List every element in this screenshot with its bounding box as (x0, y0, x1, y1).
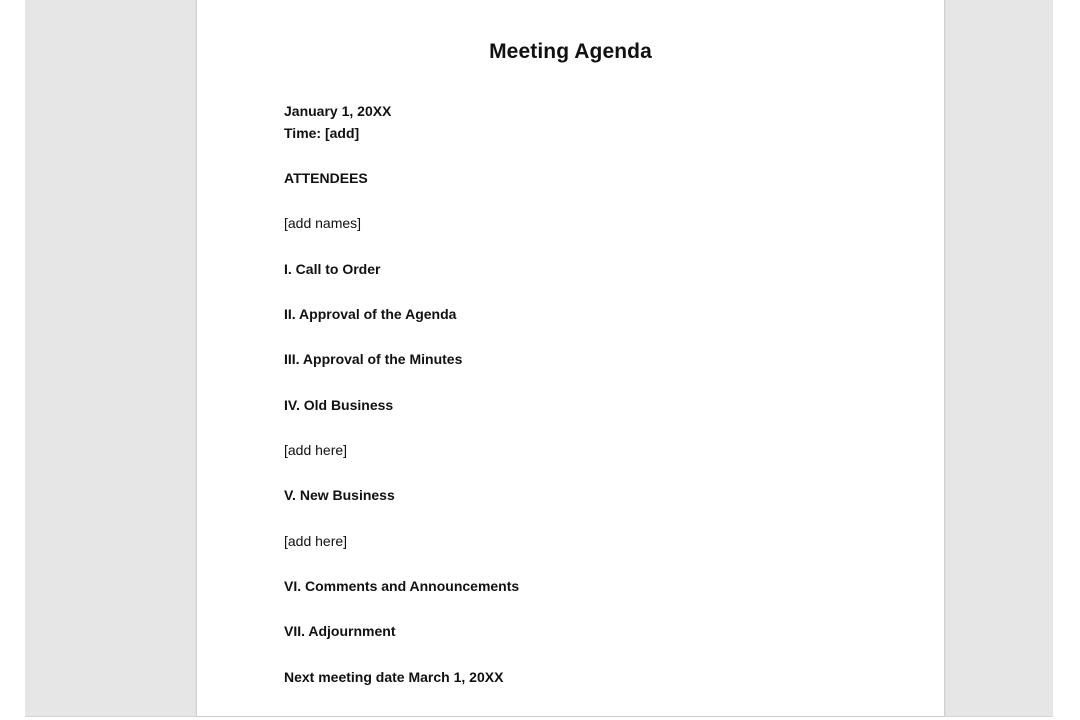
agenda-item-adjournment: VII. Adjournment (284, 623, 396, 639)
agenda-item-new-business: V. New Business (284, 487, 395, 503)
agenda-item-comments: VI. Comments and Announcements (284, 578, 520, 594)
agenda-item-approval-agenda: II. Approval of the Agenda (284, 306, 457, 322)
attendees-placeholder: [add names] (284, 215, 362, 231)
new-business-placeholder: [add here] (284, 533, 348, 549)
next-meeting-date: Next meeting date March 1, 20XX (284, 669, 504, 685)
meeting-date: January 1, 20XX (284, 103, 392, 119)
old-business-placeholder: [add here] (284, 442, 348, 458)
attendees-heading: ATTENDEES (284, 170, 368, 186)
agenda-item-old-business: IV. Old Business (284, 397, 394, 413)
document-page[interactable] (196, 0, 945, 716)
document-title: Meeting Agenda (489, 40, 652, 63)
agenda-item-approval-minutes: III. Approval of the Minutes (284, 351, 463, 367)
agenda-item-call-to-order: I. Call to Order (284, 261, 381, 277)
meeting-time: Time: [add] (284, 125, 360, 141)
document-viewport[interactable] (25, 0, 1053, 717)
